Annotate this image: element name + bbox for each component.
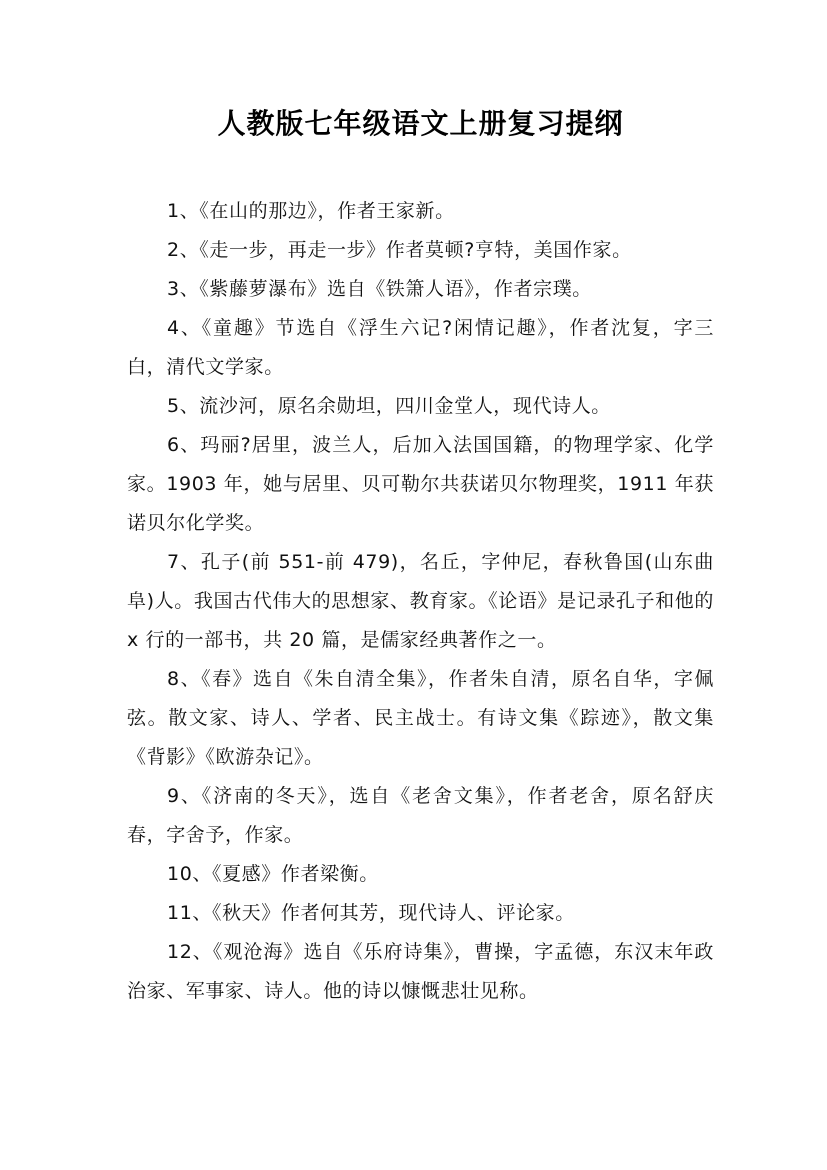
outline-item-1: 1、《在山的那边》，作者王家新。 (167, 200, 455, 222)
outline-item-4: 4、《童趣》节选自《浮生六记?闲情记趣》，作者沈复，字三白，清代文学家。 (127, 317, 714, 378)
outline-item-2: 2、《走一步，再走一步》作者莫顿?亨特，美国作家。 (167, 239, 632, 261)
outline-item-10: 10、《夏感》作者梁衡。 (167, 863, 379, 885)
outline-item-12: 12、《观沧海》选自《乐府诗集》，曹操，字孟德，东汉末年政治家、军事家、诗人。他的诗以慷慨悲壮见称。 (127, 941, 714, 1002)
outline-item-9: 9、《济南的冬天》，选自《老舍文集》，作者老舍，原名舒庆春，字舍予，作家。 (127, 785, 714, 846)
outline-item-5: 5、流沙河，原名余勋坦，四川金堂人，现代诗人。 (167, 395, 611, 417)
outline-item-11: 11、《秋天》作者何其芳，现代诗人、评论家。 (167, 902, 575, 924)
outline-item-8: 8、《春》选自《朱自清全集》，作者朱自清，原名自华，字佩弦。散文家、诗人、学者、民主战士。有诗文集《踪迹》，散文集《背影》《欧游杂记》。 (127, 668, 714, 768)
outline-item-6: 6、玛丽?居里，波兰人，后加入法国国籍，的物理学家、化学家。1903 年，她与居里、贝可勒尔共获诺贝尔物理奖，1911 年获诺贝尔化学奖。 (127, 434, 714, 534)
outline-list (127, 192, 714, 1011)
outline-item-3: 3、《紫藤萝瀑布》选自《铁箫人语》，作者宗璞。 (167, 278, 592, 300)
document-title: 人教版七年级语文上册复习提纲 (217, 107, 624, 140)
outline-item-7: 7、孔子(前 551-前 479)，名丘，字仲尼，春秋鲁国(山东曲阜)人。我国古代伟大的思想家、教育家。《论语》是记录孔子和他的 x 行的一部书，共 20 篇，是儒家经典著作之一。 (127, 551, 714, 651)
